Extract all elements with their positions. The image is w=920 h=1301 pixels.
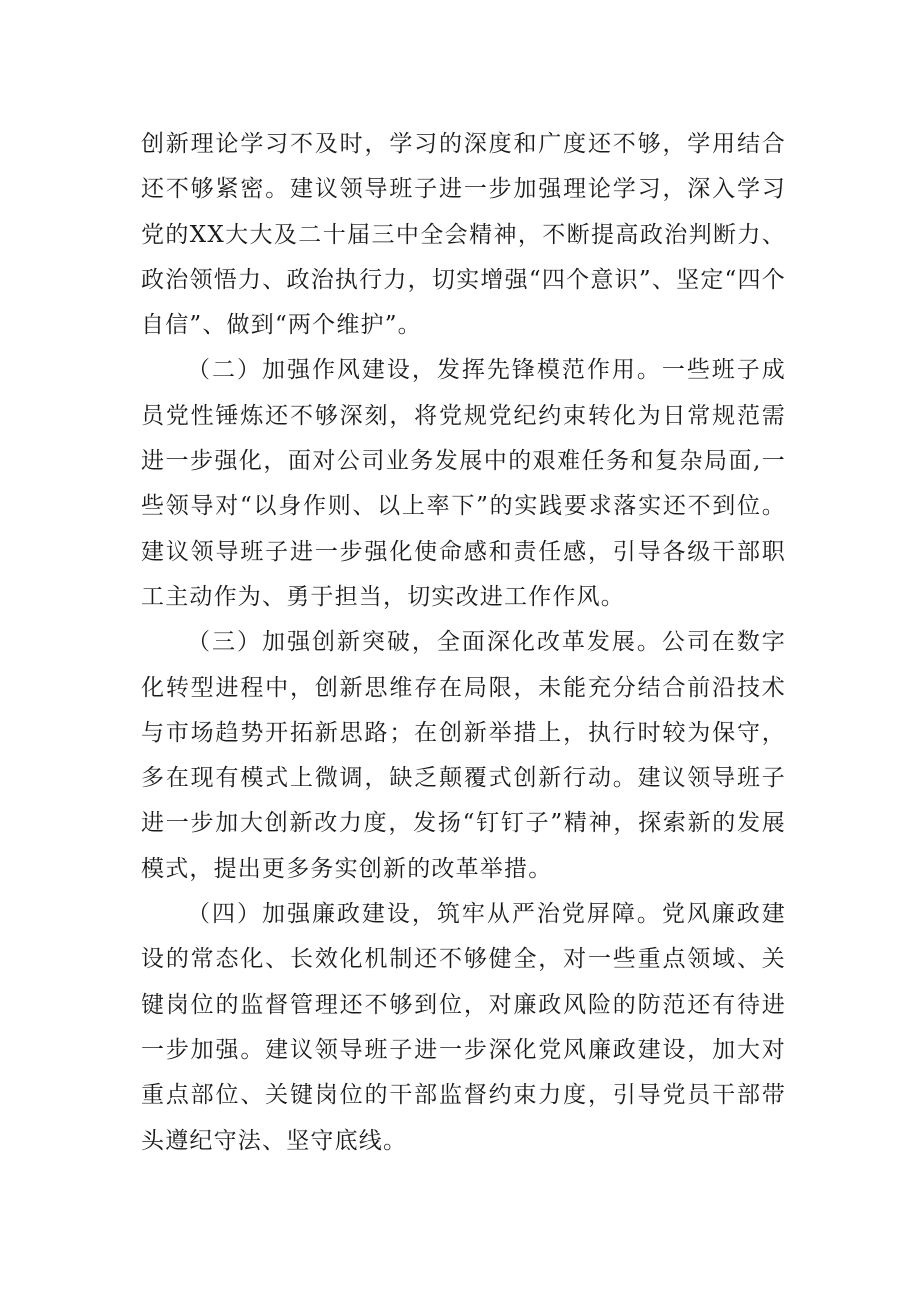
paragraph-section-4: （四）加强廉政建设，筑牢从严治党屏障。党风廉政建设的常态化、长效化机制还不够健全，对一些重点领域、关键岗位的监督管理还不够到位，对廉政风险的防范还有待进一步加强。建议领导班子进一步深化党风廉政建设，加大对重点部位、关键岗位的干部监督约束力度，引导党员干部带头遵纪守法、坚守底线。: [141, 901, 786, 1154]
paragraph-continued: 创新理论学习不及时，学习的深度和广度还不够，学用结合还不够紧密。建议领导班子进一步加强理论学习，深入学习党的XX大大及二十届三中全会精神，不断提高政治判断力、政治领悟力、政治执行力，切实增强“四个意识”、坚定“四个自信”、做到“两个维护”。: [141, 131, 786, 339]
paragraph-section-3: （三）加强创新突破，全面深化改革发展。公司在数字化转型进程中，创新思维存在局限，未能充分结合前沿技术与市场趋势开拓新思路；在创新举措上，执行时较为保守，多在现有模式上微调，缺乏颠覆式创新行动。建议领导班子进一步加大创新改力度，发扬“钉钉子”精神，探索新的发展模式，提出更多务实创新的改革举措。: [141, 629, 786, 882]
paragraph-section-2: （二）加强作风建设，发挥先锋模范作用。一些班子成员党性锤炼还不够深刻，将党规党纪约束转化为日常规范需进一步强化，面对公司业务发展中的艰难任务和复杂局面,一些领导对“以身作则、以上率下”的实践要求落实还不到位。建议领导班子进一步强化使命感和责任感，引导各级干部职工主动作为、勇于担当，切实改进工作作风。: [141, 357, 786, 610]
document-body: [141, 122, 786, 1164]
